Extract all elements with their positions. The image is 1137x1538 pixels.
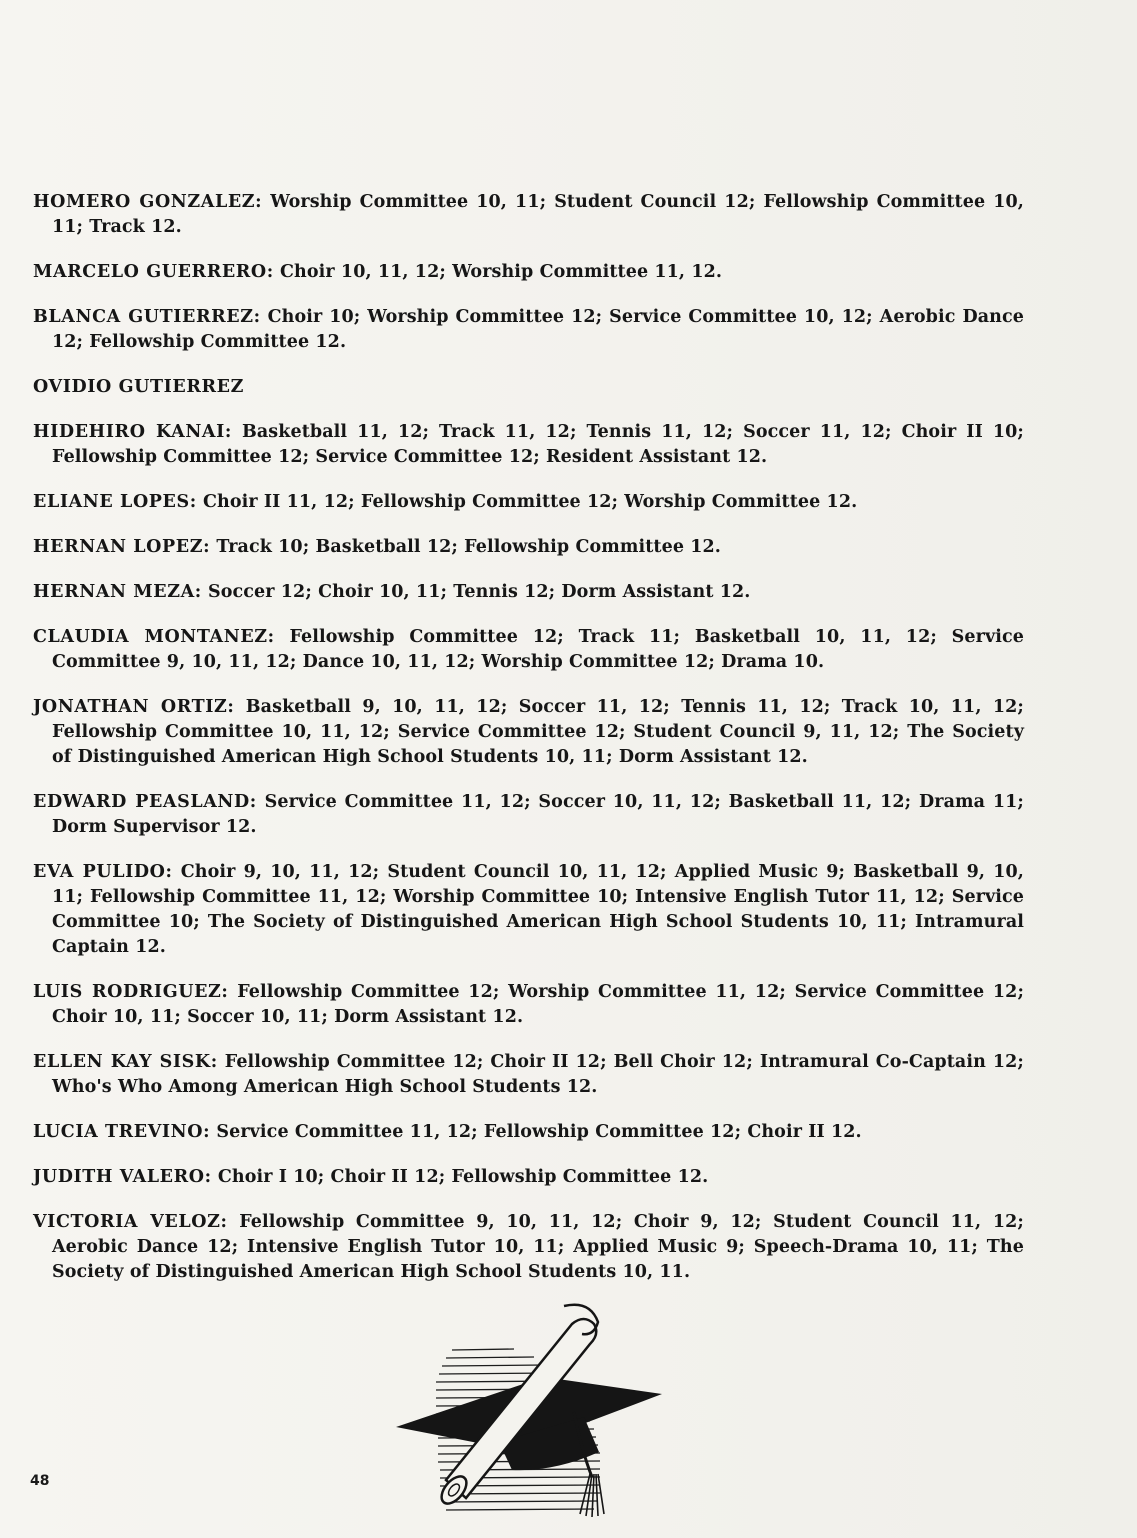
graduation-cap-diploma-icon	[394, 1302, 664, 1520]
student-name: JUDITH VALERO:	[33, 1167, 212, 1187]
student-activities: Fellowship Committee 9, 10, 11, 12; Choir 9, 12; Student Council 11, 12; Aerobic Dance 12; Intensive English Tutor 10, 11; Applied Music 9; Speech-Drama 10, 11; The Society of Distinguished American High School Students 10, 11.	[52, 1212, 1024, 1282]
student-activities: Choir 9, 10, 11, 12; Student Council 10, 11, 12; Applied Music 9; Basketball 9, 10, 11; Fellowship Committee 11, 12; Worship Committee 10; Intensive English Tutor 11, 12; Service Committee 10; The Society of Distinguished American High School Students 10, 11; Intramural Captain 12.	[52, 862, 1024, 957]
list-item	[33, 420, 1024, 470]
student-activities: Worship Committee 10, 11; Student Council 12; Fellowship Committee 10, 11; Track 12.	[52, 192, 1024, 237]
student-name: HOMERO GONZALEZ:	[33, 192, 263, 212]
list-item	[33, 305, 1024, 355]
student-name: HIDEHIRO KANAI:	[33, 422, 232, 442]
student-activities: Service Committee 11, 12; Fellowship Committee 12; Choir II 12.	[216, 1122, 862, 1142]
senior-activities-list	[33, 190, 1024, 1305]
student-name: LUIS RODRIGUEZ:	[33, 982, 229, 1002]
student-activities: Choir 10; Worship Committee 12; Service Committee 10, 12; Aerobic Dance 12; Fellowship Committee 12.	[52, 307, 1024, 352]
list-item	[33, 695, 1024, 770]
student-activities: Choir 10, 11, 12; Worship Committee 11, 12.	[280, 262, 723, 282]
student-activities: Fellowship Committee 12; Worship Committee 11, 12; Service Committee 12; Choir 10, 11; Soccer 10, 11; Dorm Assistant 12.	[52, 982, 1025, 1027]
list-item	[33, 190, 1024, 240]
student-name: LUCIA TREVINO:	[33, 1122, 211, 1142]
student-name: OVIDIO GUTIERREZ	[33, 377, 244, 397]
student-activities: Soccer 12; Choir 10, 11; Tennis 12; Dorm Assistant 12.	[208, 582, 751, 602]
student-activities: Service Committee 11, 12; Soccer 10, 11, 12; Basketball 11, 12; Drama 11; Dorm Supervisor 12.	[52, 792, 1024, 837]
student-activities: Track 10; Basketball 12; Fellowship Committee 12.	[216, 537, 721, 557]
list-item	[33, 1050, 1024, 1100]
student-activities: Fellowship Committee 12; Choir II 12; Bell Choir 12; Intramural Co-Captain 12; Who's Who Among American High School Students 12.	[52, 1052, 1024, 1097]
student-name: JONATHAN ORTIZ:	[33, 697, 235, 717]
student-activities: Basketball 11, 12; Track 11, 12; Tennis 11, 12; Soccer 11, 12; Choir II 10; Fellowship Committee 12; Service Committee 12; Resident Assistant 12.	[52, 422, 1024, 467]
list-item	[33, 625, 1024, 675]
list-item	[33, 580, 1024, 605]
student-activities: Choir I 10; Choir II 12; Fellowship Committee 12.	[217, 1167, 709, 1187]
list-item	[33, 860, 1024, 960]
list-item	[33, 1120, 1024, 1145]
student-activities: Choir II 11, 12; Fellowship Committee 12; Worship Committee 12.	[202, 492, 858, 512]
student-name: CLAUDIA MONTANEZ:	[33, 627, 275, 647]
student-activities: Basketball 9, 10, 11, 12; Soccer 11, 12; Tennis 11, 12; Track 10, 11, 12; Fellowship Committee 10, 11, 12; Service Committee 12; Student Council 9, 11, 12; The Society of Distinguished American High School Students 10, 11; Dorm Assistant 12.	[52, 697, 1024, 767]
student-name: ELLEN KAY SISK:	[33, 1052, 218, 1072]
student-name: MARCELO GUERRERO:	[33, 262, 274, 282]
list-item	[33, 375, 1024, 400]
student-name: EDWARD PEASLAND:	[33, 792, 257, 812]
list-item	[33, 490, 1024, 515]
list-item	[33, 1165, 1024, 1190]
student-name: EVA PULIDO:	[33, 862, 173, 882]
list-item	[33, 260, 1024, 285]
list-item	[33, 1210, 1024, 1285]
student-activities: Fellowship Committee 12; Track 11; Basketball 10, 11, 12; Service Committee 9, 10, 11, 12; Dance 10, 11, 12; Worship Committee 12; Drama 10.	[52, 627, 1024, 672]
student-name: HERNAN LOPEZ:	[33, 537, 211, 557]
list-item	[33, 535, 1024, 560]
student-name: ELIANE LOPES:	[33, 492, 197, 512]
student-name: HERNAN MEZA:	[33, 582, 202, 602]
list-item	[33, 980, 1024, 1030]
page-number: 48	[30, 1473, 50, 1489]
list-item	[33, 790, 1024, 840]
student-name: BLANCA GUTIERREZ:	[33, 307, 261, 327]
student-name: VICTORIA VELOZ:	[33, 1212, 228, 1232]
